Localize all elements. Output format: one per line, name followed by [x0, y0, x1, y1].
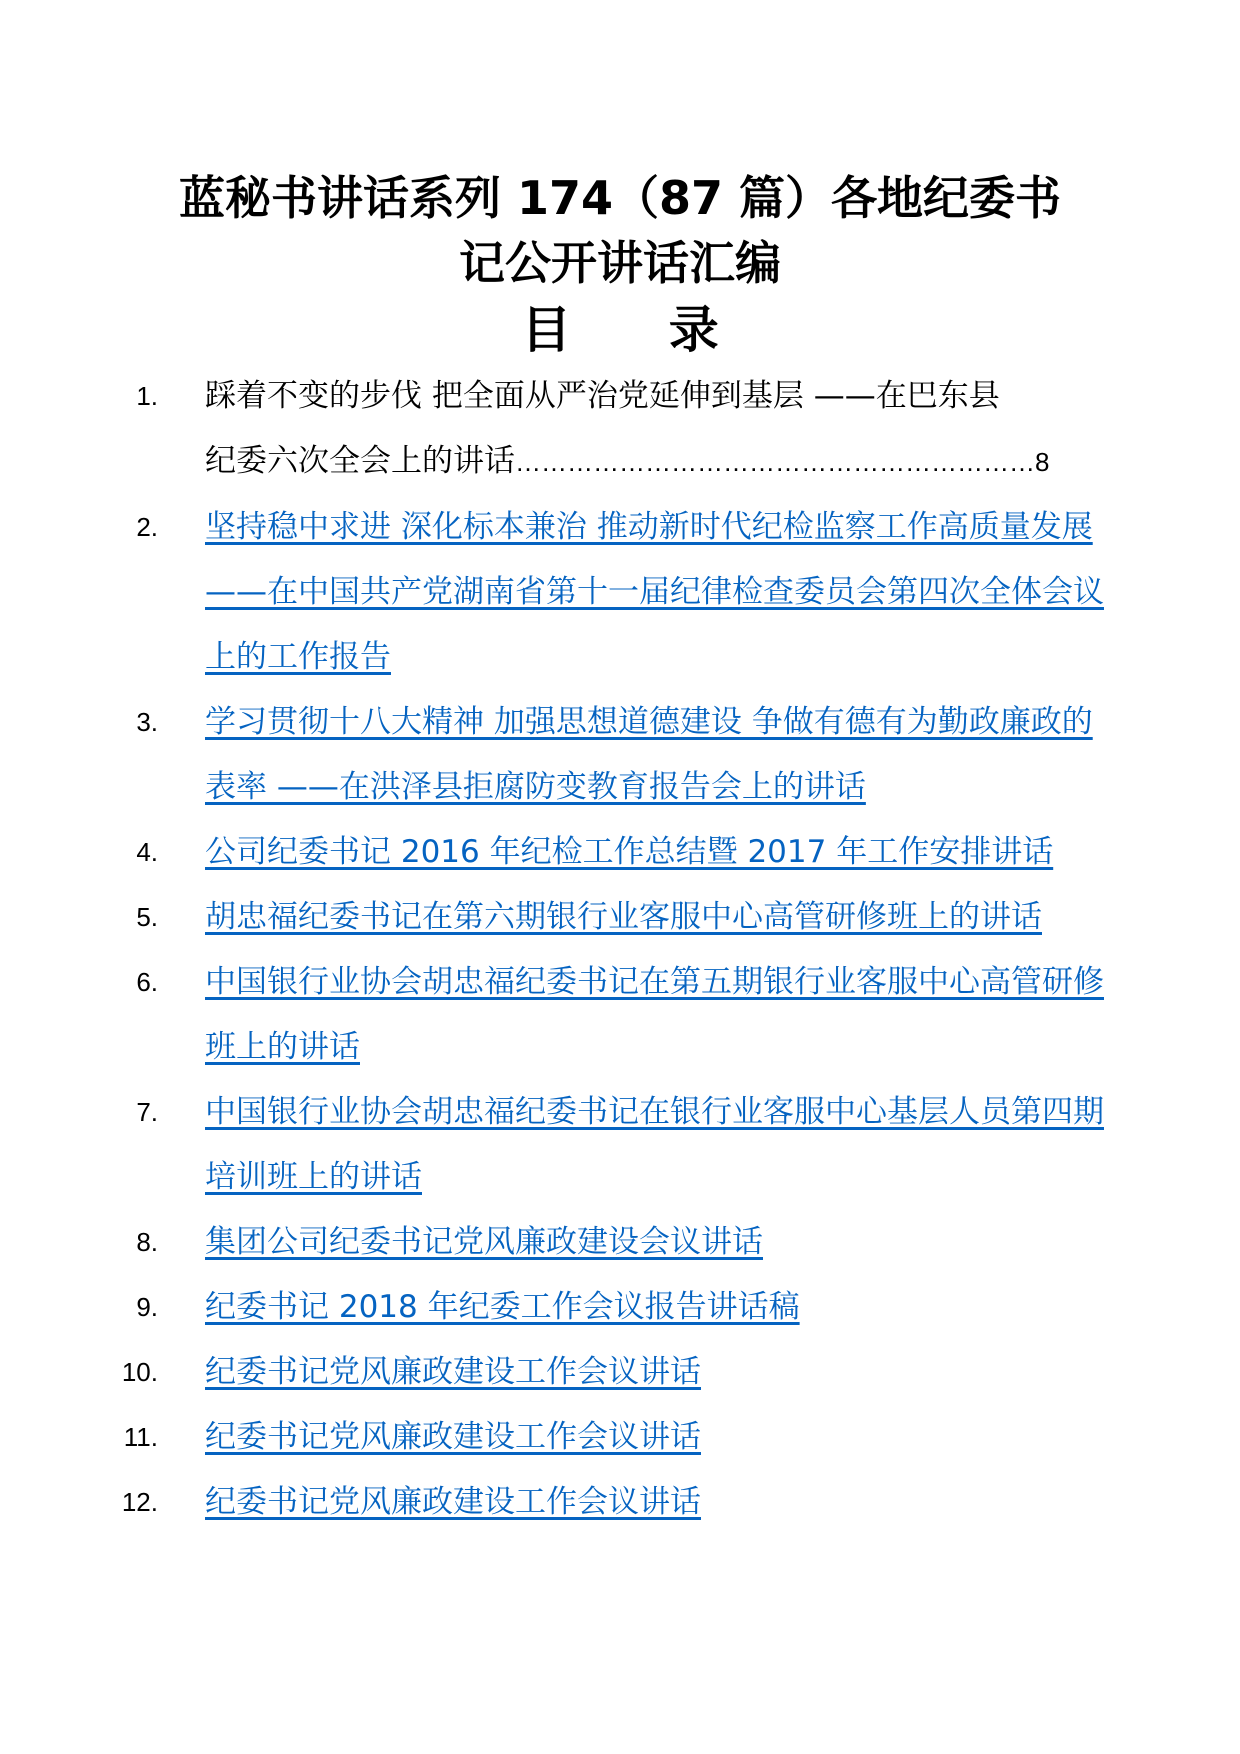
toc-item-link[interactable]: 集团公司纪委书记党风廉政建设会议讲话 [205, 1224, 763, 1260]
document-title-line-2: 记公开讲话汇编 [459, 236, 781, 290]
toc-item-3[interactable] [0, 690, 1240, 820]
toc-item-number: 7. [136, 1097, 158, 1127]
toc-item-link[interactable]: 中国银行业协会胡忠福纪委书记在第五期银行业客服中心高管研修班上的讲话 [205, 964, 1104, 1065]
toc-heading: 目 录 [521, 301, 759, 359]
toc-item-12[interactable] [0, 1470, 1240, 1535]
table-of-contents [0, 364, 1240, 1535]
toc-item-link[interactable]: 公司纪委书记 2016 年纪检工作总结暨 2017 年工作安排讲话 [205, 834, 1054, 870]
toc-item-10[interactable] [0, 1340, 1240, 1405]
toc-item-number: 12. [121, 1487, 158, 1517]
toc-item-link[interactable]: 胡忠福纪委书记在第六期银行业客服中心高管研修班上的讲话 [205, 899, 1042, 935]
toc-item-1 [0, 364, 1240, 495]
toc-item-8[interactable] [0, 1210, 1240, 1275]
toc-item-11[interactable] [0, 1405, 1240, 1470]
toc-item-link[interactable]: 纪委书记党风廉政建设工作会议讲话 [205, 1354, 701, 1390]
toc-item-number: 1. [136, 381, 158, 411]
toc-item-number: 11. [123, 1422, 158, 1452]
toc-item-link[interactable]: 坚持稳中求进 深化标本兼治 推动新时代纪检监察工作高质量发展 ——在中国共产党湖南省第十一届纪律检查委员会第四次全体会议上的工作报告 [205, 509, 1104, 675]
toc-item-6[interactable] [0, 950, 1240, 1080]
toc-item-number: 2. [136, 512, 158, 542]
toc-item-title [205, 364, 1105, 495]
toc-item-link[interactable]: 纪委书记党风廉政建设工作会议讲话 [205, 1484, 701, 1520]
toc-item-number: 5. [136, 902, 158, 932]
toc-item-number: 4. [136, 837, 158, 867]
toc-item-number: 9. [136, 1292, 158, 1322]
toc-item-link[interactable]: 纪委书记党风廉政建设工作会议讲话 [205, 1419, 701, 1455]
toc-item-5[interactable] [0, 885, 1240, 950]
toc-item-title-line1: 踩着不变的步伐 把全面从严治党延伸到基层 ——在巴东县 [205, 378, 1000, 414]
toc-item-7[interactable] [0, 1080, 1240, 1210]
toc-item-number: 6. [136, 967, 158, 997]
toc-item-link[interactable]: 纪委书记 2018 年纪委工作会议报告讲话稿 [205, 1289, 800, 1325]
toc-item-number: 3. [136, 707, 158, 737]
toc-item-9[interactable] [0, 1275, 1240, 1340]
toc-item-2[interactable] [0, 495, 1240, 690]
toc-item-number: 8. [136, 1227, 158, 1257]
toc-dot-leader: …………………………………………………… [515, 447, 1035, 477]
toc-item-link[interactable]: 学习贯彻十八大精神 加强思想道德建设 争做有德有为勤政廉政的表率 ——在洪泽县拒腐防变教育报告会上的讲话 [205, 704, 1093, 805]
document-title-line-1: 蓝秘书讲话系列 174（87 篇）各地纪委书 [178, 171, 1062, 225]
toc-item-link[interactable]: 中国银行业协会胡忠福纪委书记在银行业客服中心基层人员第四期培训班上的讲话 [205, 1094, 1104, 1195]
toc-page-number: 8 [1035, 447, 1050, 477]
toc-item-number: 10. [121, 1357, 158, 1387]
toc-item-4[interactable] [0, 820, 1240, 885]
toc-item-title-line2: 纪委六次全会上的讲话 [205, 443, 515, 479]
